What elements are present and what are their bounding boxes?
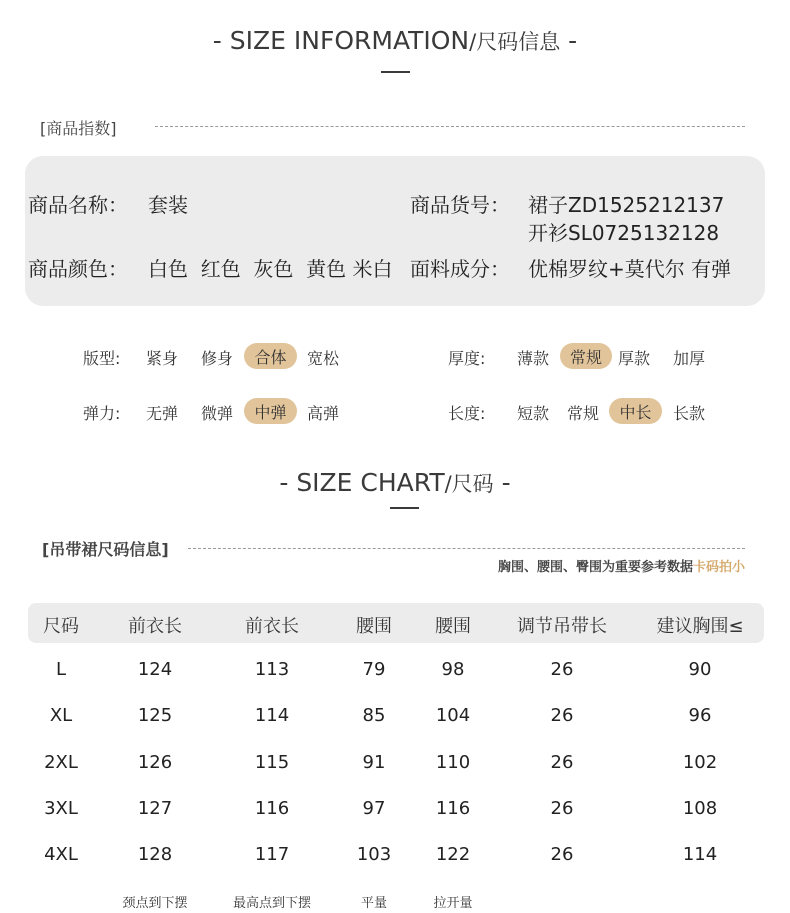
product-fabric-label: 面料成分： xyxy=(410,257,510,281)
table-header-cell: 前衣长 xyxy=(128,616,182,637)
table-cell: 125 xyxy=(137,705,173,726)
elasticity-option: 微弹 xyxy=(201,404,234,423)
table-size-cell: 3XL xyxy=(44,798,78,819)
table-size-cell: XL xyxy=(49,705,73,726)
product-color-value: 白色 红色 灰色 黄色 米白 xyxy=(148,257,393,281)
elasticity-option-selected: 中弹 xyxy=(244,398,297,424)
fit-option: 紧身 xyxy=(146,349,179,368)
title-underline xyxy=(390,507,419,509)
table-cell: 26 xyxy=(550,752,574,773)
table-cell: 98 xyxy=(441,659,465,680)
table-cell: 26 xyxy=(550,798,574,819)
table-size-cell: 4XL xyxy=(44,844,78,865)
table-cell: 103 xyxy=(356,844,392,865)
table-cell: 115 xyxy=(254,752,290,773)
length-option: 常规 xyxy=(567,404,600,423)
table-footnote: 平量 xyxy=(360,896,388,911)
fit-option: 宽松 xyxy=(307,349,340,368)
thickness-option: 厚款 xyxy=(618,349,651,368)
table-cell: 104 xyxy=(435,705,471,726)
table-header-cell: 尺码 xyxy=(43,616,79,637)
table-footnote: 颈点到下摆 xyxy=(122,896,188,911)
elasticity-label: 弹力: xyxy=(83,404,121,423)
length-option: 长款 xyxy=(673,404,706,423)
product-name-value: 套装 xyxy=(148,193,188,217)
length-option: 短款 xyxy=(517,404,550,423)
fit-label: 版型: xyxy=(83,349,121,368)
table-cell: 128 xyxy=(137,844,173,865)
table-cell: 26 xyxy=(550,844,574,865)
table-cell: 102 xyxy=(682,752,718,773)
table-cell: 90 xyxy=(688,659,712,680)
thickness-option: 薄款 xyxy=(517,349,550,368)
size-note-highlight: 卡码拍小 xyxy=(692,560,745,575)
table-cell: 85 xyxy=(362,705,386,726)
table-header-cell: 前衣长 xyxy=(245,616,299,637)
product-name-label: 商品名称： xyxy=(28,193,128,217)
table-cell: 122 xyxy=(435,844,471,865)
table-cell: 79 xyxy=(362,659,386,680)
product-sku-line2: 开衫SL0725132128 xyxy=(528,221,720,245)
table-cell: 110 xyxy=(435,752,471,773)
fit-option: 修身 xyxy=(201,349,234,368)
table-cell: 114 xyxy=(682,844,718,865)
table-size-cell: 2XL xyxy=(44,752,78,773)
table-cell: 124 xyxy=(137,659,173,680)
table-cell: 116 xyxy=(254,798,290,819)
dashed-divider xyxy=(188,548,745,549)
product-index-tag: [商品指数] xyxy=(40,119,117,138)
product-color-label: 商品颜色： xyxy=(28,257,128,281)
table-header-cell: 腰围 xyxy=(356,616,392,637)
thickness-option-selected: 常规 xyxy=(560,343,612,369)
table-cell: 96 xyxy=(688,705,712,726)
dashed-divider xyxy=(155,126,745,127)
table-cell: 117 xyxy=(254,844,290,865)
length-label: 长度: xyxy=(448,404,486,423)
table-size-cell: L xyxy=(55,659,67,680)
table-footnote: 最高点到下摆 xyxy=(232,896,312,911)
fit-option-selected: 合体 xyxy=(244,343,297,369)
table-cell: 91 xyxy=(362,752,386,773)
product-fabric-value: 优棉罗纹+莫代尔 有弹 xyxy=(528,257,732,281)
elasticity-option: 无弹 xyxy=(146,404,179,423)
elasticity-option: 高弹 xyxy=(307,404,340,423)
product-sku-line1: 裙子ZD1525212137 xyxy=(528,193,725,217)
table-cell: 26 xyxy=(550,659,574,680)
thickness-option: 加厚 xyxy=(673,349,706,368)
thickness-label: 厚度: xyxy=(448,349,486,368)
table-cell: 116 xyxy=(435,798,471,819)
title-underline xyxy=(381,71,410,73)
table-cell: 113 xyxy=(254,659,290,680)
size-information-title: - SIZE INFORMATION/尺码信息 - xyxy=(212,26,578,55)
table-header-cell: 建议胸围≤ xyxy=(656,616,744,637)
table-header-cell: 调节吊带长 xyxy=(517,616,607,637)
size-note: 胸围、腰围、臀围为重要参考数据卡码拍小 xyxy=(497,560,745,575)
table-cell: 127 xyxy=(137,798,173,819)
table-footnote: 拉开量 xyxy=(433,896,473,911)
size-chart-title: - SIZE CHART/尺码 - xyxy=(279,468,511,497)
table-cell: 126 xyxy=(137,752,173,773)
table-cell: 108 xyxy=(682,798,718,819)
skirt-size-tag: [吊带裙尺码信息] xyxy=(42,540,169,559)
product-sku-label: 商品货号： xyxy=(410,193,510,217)
table-cell: 97 xyxy=(362,798,386,819)
table-cell: 114 xyxy=(254,705,290,726)
table-header-cell: 腰围 xyxy=(435,616,471,637)
table-cell: 26 xyxy=(550,705,574,726)
length-option-selected: 中长 xyxy=(609,398,662,424)
